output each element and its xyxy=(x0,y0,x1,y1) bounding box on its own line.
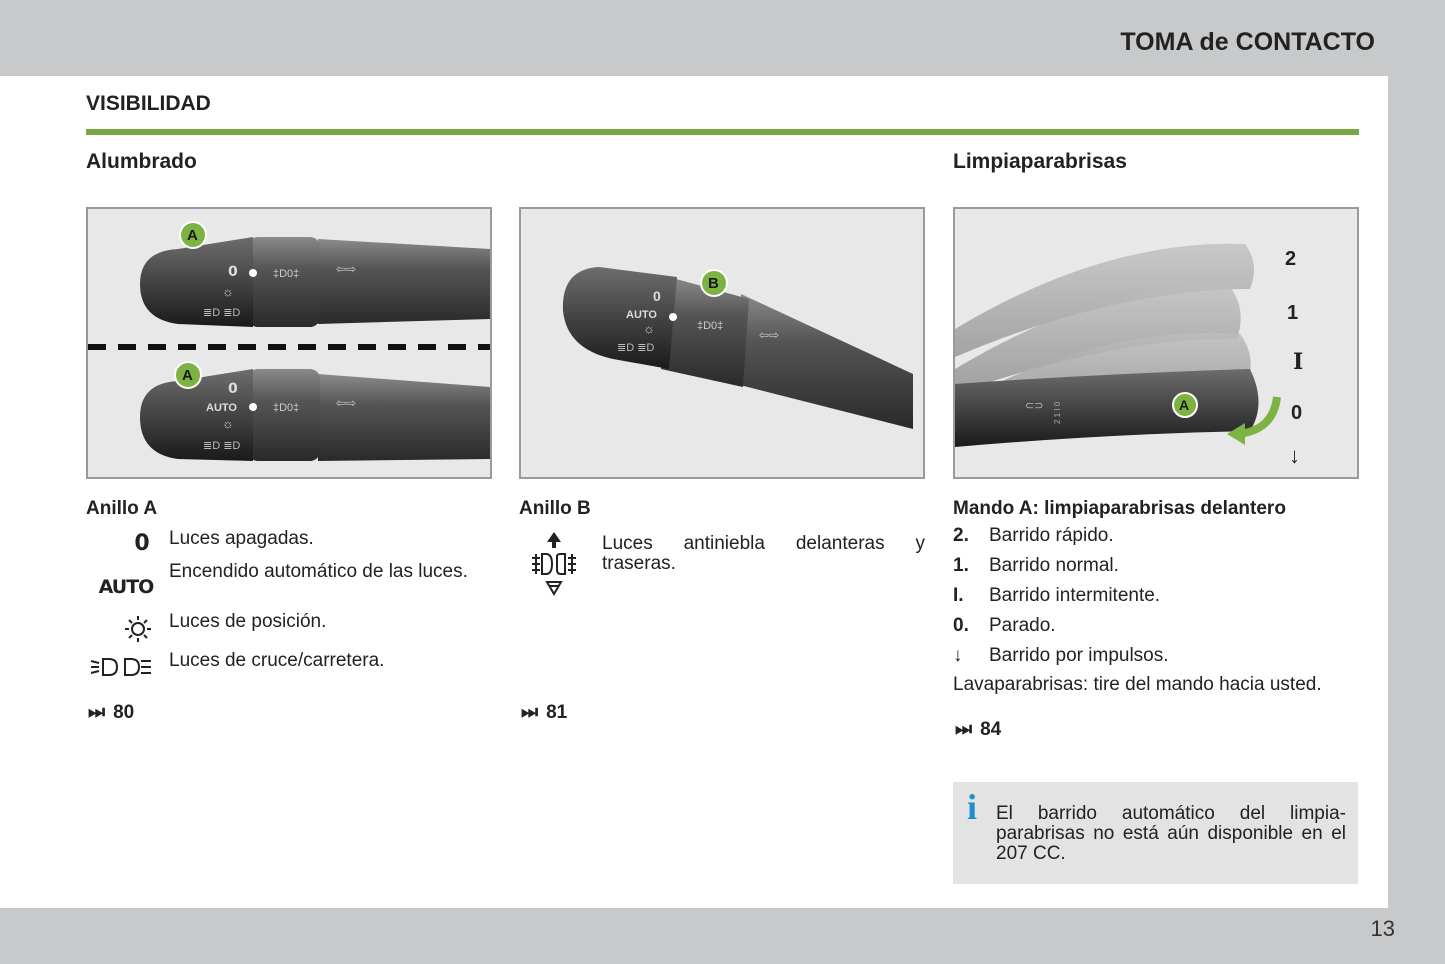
light-off-text: Luces apagadas. xyxy=(169,528,314,549)
wiper-position-I: I xyxy=(1293,349,1304,375)
lighting-stalk-ring-b xyxy=(563,267,913,429)
callout-a-upper: A xyxy=(187,227,198,244)
svg-text:2 1 I 0: 2 1 I 0 xyxy=(1053,401,1062,424)
ref-80[interactable]: ⏭ 80 xyxy=(88,702,135,723)
ring-b-title: Anillo B xyxy=(519,498,591,519)
svg-text:≣D ≣D: ≣D ≣D xyxy=(617,342,655,354)
info-text: El barrido automático del limpia-parabrisas no está aún disponible en el 207 CC. xyxy=(996,803,1346,864)
svg-text:⇦⇨: ⇦⇨ xyxy=(336,396,357,410)
section-title: VISIBILIDAD xyxy=(86,92,211,115)
light-off-icon: 0 xyxy=(134,530,150,556)
lighting-stalk-upper xyxy=(140,222,490,327)
svg-text:≣D ≣D: ≣D ≣D xyxy=(203,440,241,452)
sidelights-icon xyxy=(120,614,156,644)
lighting-title: Alumbrado xyxy=(86,150,197,173)
svg-text:0: 0 xyxy=(653,288,661,304)
svg-text:‡D0‡: ‡D0‡ xyxy=(273,268,300,280)
list-item: ↓ Barrido por impulsos. xyxy=(953,645,1169,666)
dipped-main-beam-icon xyxy=(88,654,154,680)
callout-a-wiper: A xyxy=(1179,397,1190,413)
svg-text:0: 0 xyxy=(228,381,238,397)
arrow-down-icon: ↓ xyxy=(953,645,963,666)
page-reference-icon: ⏭ xyxy=(955,719,973,740)
fog-lights-text: Luces antiniebla delanteras y traseras. xyxy=(602,533,925,574)
svg-text:≣D ≣D: ≣D ≣D xyxy=(203,307,241,319)
svg-text:A: A xyxy=(182,367,193,384)
svg-text:☼: ☼ xyxy=(222,284,234,299)
svg-text:‡D0‡: ‡D0‡ xyxy=(697,320,724,332)
washer-text: Lavaparabrisas: tire del mando hacia usted. xyxy=(953,674,1322,695)
lighting-stalk-lower xyxy=(140,362,490,461)
wiper-position-0: 0 xyxy=(1291,402,1303,424)
svg-text:⇦⇨: ⇦⇨ xyxy=(336,262,357,276)
wiper-position-2: 2 xyxy=(1285,248,1297,270)
off-label: 0 xyxy=(228,264,238,280)
fog-lights-icon xyxy=(528,530,580,598)
svg-text:☼: ☼ xyxy=(643,321,655,336)
page-number: 13 xyxy=(1370,916,1395,941)
auto-text: Encendido automático de las luces. xyxy=(169,561,468,582)
list-item: 2. Barrido rápido. xyxy=(953,525,1114,546)
section-divider xyxy=(86,129,1359,135)
svg-text:☼: ☼ xyxy=(222,416,234,431)
svg-text:‡D0‡: ‡D0‡ xyxy=(273,402,300,414)
wiper-control-title: Mando A: limpiaparabrisas delantero xyxy=(953,498,1286,519)
ring-a-title: Anillo A xyxy=(86,498,158,519)
ref-84[interactable]: ⏭ 84 xyxy=(955,719,1002,740)
svg-text:⇦⇨: ⇦⇨ xyxy=(759,328,780,342)
page-reference-icon: ⏭ xyxy=(521,702,539,723)
auto-label: AUTO xyxy=(206,402,237,414)
auto-icon: AUTO xyxy=(98,576,154,598)
dipped-main-beam-text: Luces de cruce/carretera. xyxy=(169,650,385,671)
footer-band xyxy=(0,908,1445,964)
wiper-position-1: 1 xyxy=(1287,302,1299,324)
list-item: 1. Barrido normal. xyxy=(953,555,1119,576)
ref-81[interactable]: ⏭ 81 xyxy=(521,702,568,723)
ring-b-figure xyxy=(519,207,925,479)
list-item: I. Barrido intermitente. xyxy=(953,585,1161,606)
callout-b: B xyxy=(708,275,719,292)
list-item: 0. Parado. xyxy=(953,615,1056,636)
svg-text:⊂⊃: ⊂⊃ xyxy=(1025,400,1044,412)
svg-text:AUTO: AUTO xyxy=(626,309,657,321)
page-reference-icon: ⏭ xyxy=(88,702,106,723)
info-note xyxy=(953,782,1358,884)
ring-a-figure xyxy=(86,207,492,479)
arrow-down-icon: ↓ xyxy=(1289,443,1300,468)
wiper-figure xyxy=(953,207,1359,479)
wipers-title: Limpiaparabrisas xyxy=(953,150,1127,173)
info-icon: i xyxy=(967,787,978,827)
sidelights-text: Luces de posición. xyxy=(169,611,327,632)
chapter-title: TOMA de CONTACTO xyxy=(1120,28,1375,56)
